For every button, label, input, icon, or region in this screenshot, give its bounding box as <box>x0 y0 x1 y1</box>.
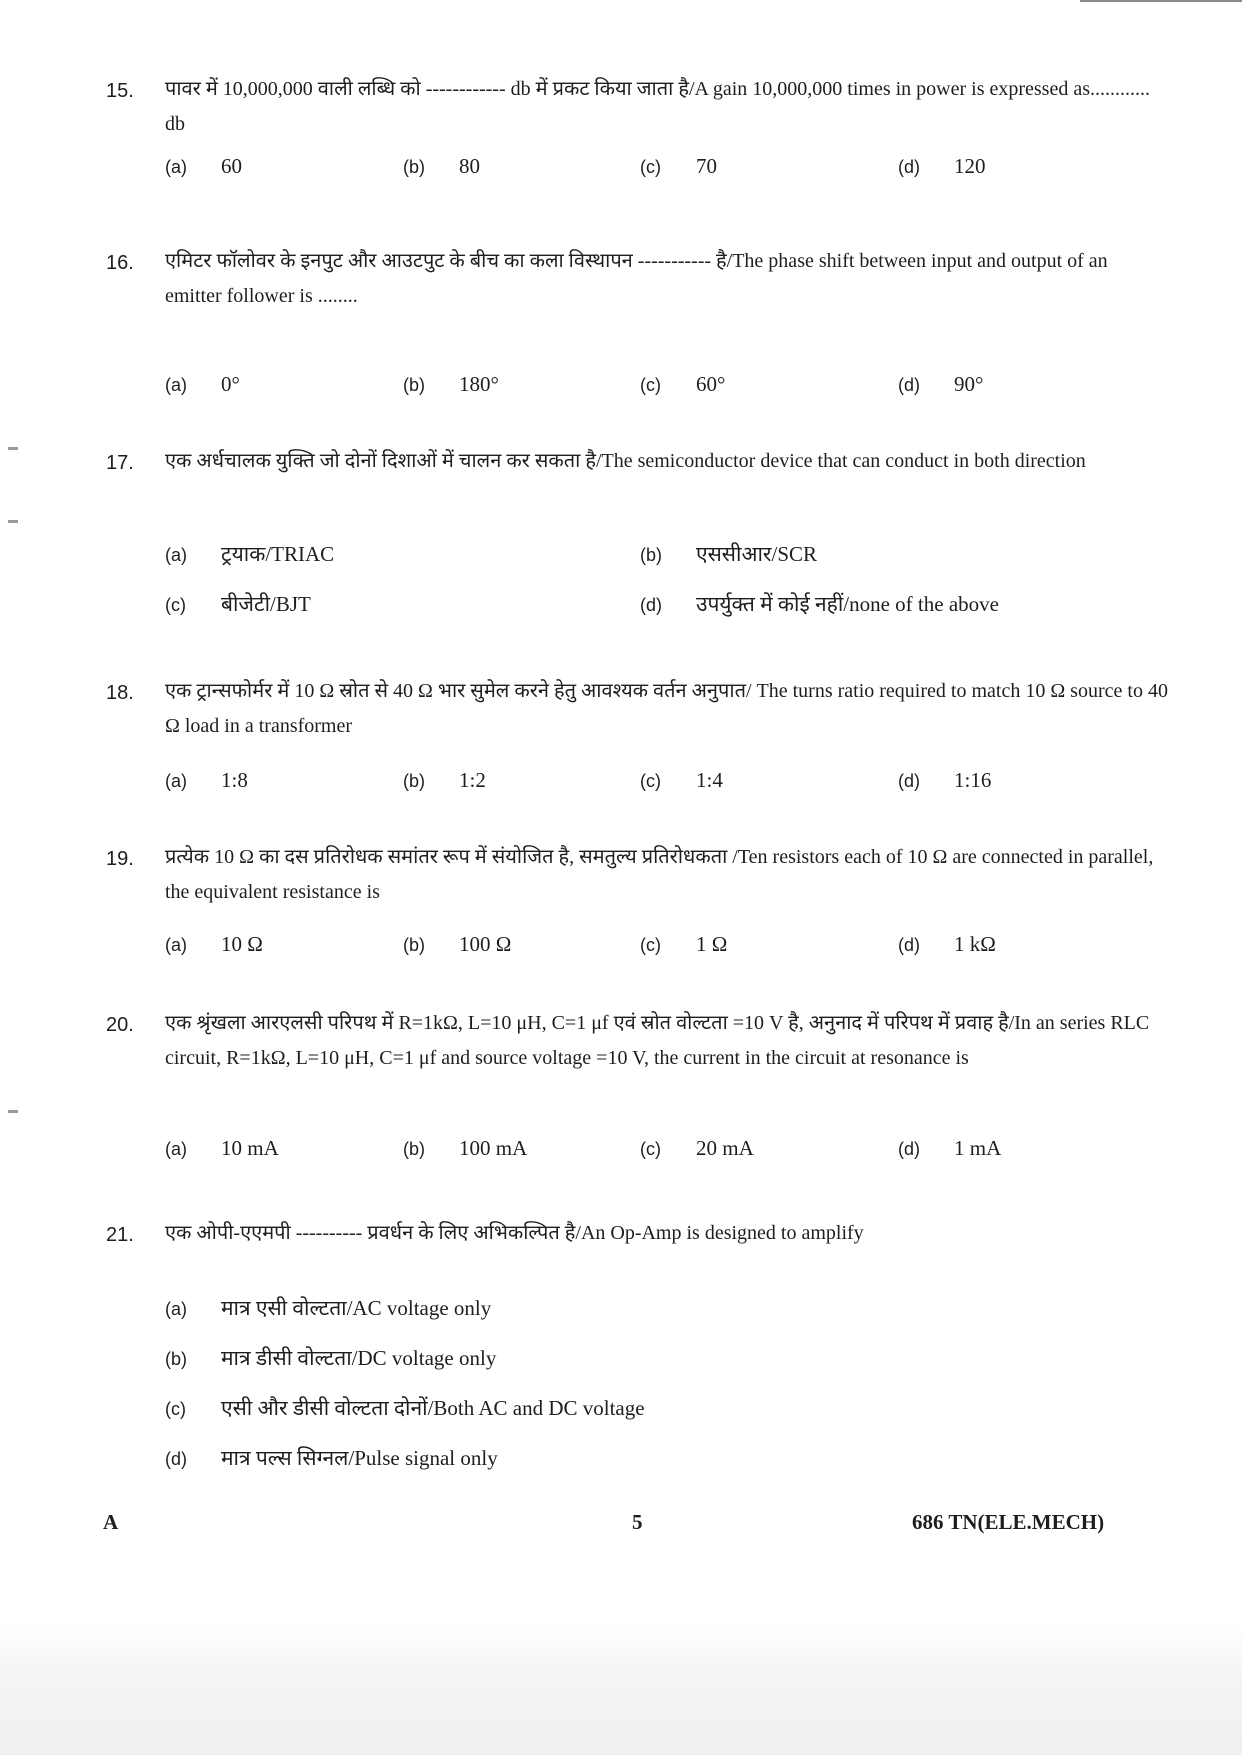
paper-code: 686 TN(ELE.MECH) <box>912 1510 1105 1534</box>
question-text: एक अर्धचालक युक्ति जो दोनों दिशाओं में चालन कर सकता है/The semiconductor device that can conduct in both direction <box>165 450 1086 472</box>
option-c[interactable]: (c) 70 <box>640 154 717 178</box>
option-d[interactable]: (d) 1 mA <box>898 1136 1002 1160</box>
question-number: 18. <box>106 682 134 704</box>
scan-shadow <box>0 1625 1242 1755</box>
option-c[interactable]: (c) 60° <box>640 372 726 396</box>
question-text: एमिटर फॉलोवर के इनपुट और आउटपुट के बीच का कला विस्थापन ----------- है/The phase shift between input and output of an emitter follower is ........ <box>165 250 1108 307</box>
option-c[interactable]: (c) 1 Ω <box>640 932 728 956</box>
page-number: 5 <box>632 1510 643 1534</box>
option-a[interactable]: (a) 10 Ω <box>165 932 263 956</box>
option-b[interactable]: (b) 1:2 <box>403 768 486 792</box>
question-text: एक ट्रान्सफोर्मर में 10 Ω स्रोत से 40 Ω भार सुमेल करने हेतु आवश्यक वर्तन अनुपात/ The turns ratio required to match 10 Ω source to 40 Ω load in a transformer <box>165 680 1168 737</box>
option-d[interactable]: (d) 90° <box>898 372 984 396</box>
question-text: एक ओपी-एएमपी ---------- प्रवर्धन के लिए अभिकल्पित है/An Op-Amp is designed to amplify <box>165 1222 864 1244</box>
option-b[interactable]: (b) मात्र डीसी वोल्टता/DC voltage only <box>165 1346 497 1370</box>
option-d[interactable]: (d) 1:16 <box>898 768 992 792</box>
option-d[interactable]: (d) उपर्युक्त में कोई नहीं/none of the above <box>640 592 999 616</box>
series-label: A <box>103 1510 119 1534</box>
option-b[interactable]: (b) एससीआर/SCR <box>640 542 818 566</box>
option-b[interactable]: (b) 100 mA <box>403 1136 528 1160</box>
option-c[interactable]: (c) एसी और डीसी वोल्टता दोनों/Both AC and DC voltage <box>165 1396 645 1420</box>
scan-border-line <box>1080 0 1242 2</box>
option-a[interactable]: (a) ट्रयाक/TRIAC <box>165 542 335 566</box>
question-number: 17. <box>106 452 134 474</box>
option-d[interactable]: (d) मात्र पल्स सिग्नल/Pulse signal only <box>165 1446 498 1470</box>
option-c[interactable]: (c) बीजेटी/BJT <box>165 592 311 616</box>
question-text: एक श्रृंखला आरएलसी परिपथ में R=1kΩ, L=10 μH, C=1 μf एवं स्रोत वोल्टता =10 V है, अनुनाद में परिपथ में प्रवाह है/In an series RLC circuit, R=1kΩ, L=10 μH, C=1 μf and source voltage =10 V, the current in the circuit at resonance is <box>165 1012 1150 1069</box>
option-d[interactable]: (d) 1 kΩ <box>898 932 996 956</box>
question-number: 15. <box>106 80 134 102</box>
question-text: प्रत्येक 10 Ω का दस प्रतिरोधक समांतर रूप में संयोजित है, समतुल्य प्रतिरोधकता /Ten resistors each of 10 Ω are connected in parallel, the equivalent resistance is <box>165 846 1154 903</box>
binding-mark <box>8 447 18 450</box>
option-d[interactable]: (d) 120 <box>898 154 986 178</box>
option-c[interactable]: (c) 1:4 <box>640 768 723 792</box>
option-b[interactable]: (b) 180° <box>403 372 499 396</box>
question-number: 19. <box>106 848 134 870</box>
option-c[interactable]: (c) 20 mA <box>640 1136 754 1160</box>
option-a[interactable]: (a) 10 mA <box>165 1136 279 1160</box>
option-a[interactable]: (a) 60 <box>165 154 242 178</box>
option-a[interactable]: (a) 0° <box>165 372 240 396</box>
binding-mark <box>8 1110 18 1113</box>
question-text: पावर में 10,000,000 वाली लब्धि को ------------ db में प्रकट किया जाता है/A gain 10,000,000 times in power is expressed as............ db <box>165 78 1150 135</box>
question-number: 20. <box>106 1014 134 1036</box>
question-number: 16. <box>106 252 134 274</box>
option-a[interactable]: (a) 1:8 <box>165 768 248 792</box>
option-a[interactable]: (a) मात्र एसी वोल्टता/AC voltage only <box>165 1296 492 1320</box>
question-number: 21. <box>106 1224 134 1246</box>
binding-mark <box>8 520 18 523</box>
option-b[interactable]: (b) 80 <box>403 154 480 178</box>
option-b[interactable]: (b) 100 Ω <box>403 932 512 956</box>
